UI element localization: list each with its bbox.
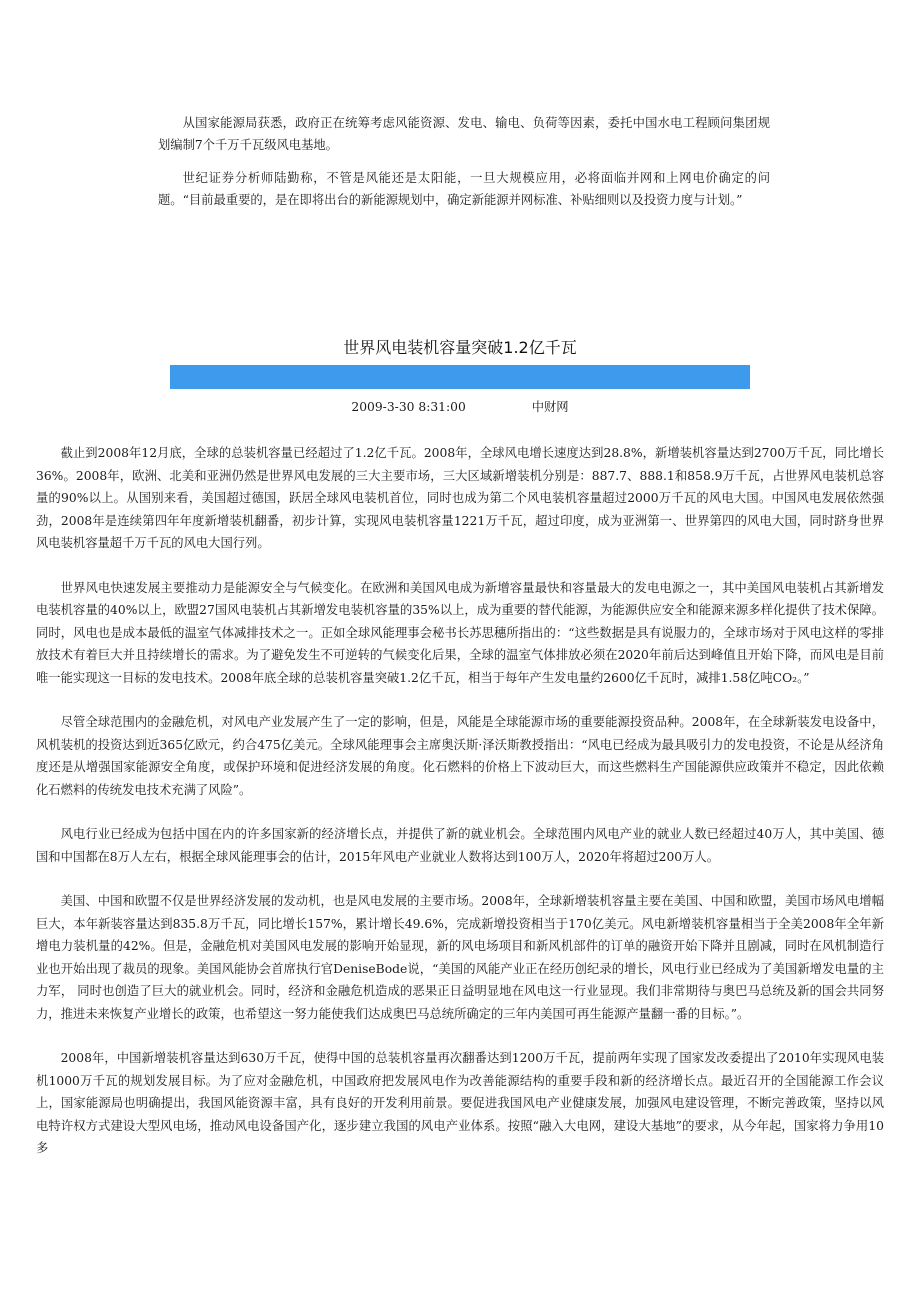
article-paragraph: 截止到2008年12月底，全球的总装机容量已经超过了1.2亿千瓦。2008年，全球风电增长速度达到28.8%，新增装机容量达到2700万千瓦，同比增长36%。2008年，欧洲、北美和亚洲仍然是世界风电发展的三大主要市场，三大区域新增装机分别是：887.7、888.1和858.9万千瓦，占世界风电装机总容量的90%以上。从国别来看，美国超过德国，跃居全球风电装机首位，同时也成为第二个风电装机容量超过2000万千瓦的风电大国。中国风电发展依然强劲，2008年是连续第四年年度新增装机翻番，初步计算，实现风电装机容量1221万千瓦，超过印度，成为亚洲第一、世界第四的风电大国，同时跻身世界风电装机容量超千万千瓦的风电大国行列。	[36, 446, 884, 550]
article-paragraph: 世界风电快速发展主要推动力是能源安全与气候变化。在欧洲和美国风电成为新增容量最快和容量最大的发电电源之一，其中美国风电装机占其新增发电装机容量的40%以上，欧盟27国风电装机占其新增发电装机容量的35%以上，成为重要的替代能源，为能源供应安全和能源来源多样化提供了技术保障。同时，风电也是成本最低的温室气体减排技术之一。正如全球风能理事会秘书长苏思穗所指出的：“这些数据是具有说服力的，全球市场对于风电这样的零排放技术有着巨大并且持续增长的需求。为了避免发生不可逆转的气候变化后果，全球的温室气体排放必须在2020年前后达到峰值且开始下降，而风电是目前唯一能实现这一目标的发电技术。2008年底全球的总装机容量突破1.2亿千瓦，相当于每年产生发电量约2600亿千瓦时，减排1.58亿吨CO₂。”	[36, 580, 884, 685]
article-meta	[170, 397, 750, 417]
article-paragraph: 风电行业已经成为包括中国在内的许多国家新的经济增长点，并提供了新的就业机会。全球范围内风电产业的就业人数已经超过40万人，其中美国、德国和中国都在8万人左右，根据全球风能理事会的估计，2015年风电产业就业人数将达到100万人，2020年将超过200万人。	[36, 827, 884, 864]
top-text-section	[158, 112, 770, 222]
article-source: 中财网	[531, 400, 569, 414]
article-paragraph: 尽管全球范围内的金融危机，对风电产业发展产生了一定的影响，但是，风能是全球能源市场的重要能源投资品种。2008年，在全球新装发电设备中，风机装机的投资达到近365亿欧元，约合475亿美元。全球风能理事会主席奥沃斯·泽沃斯教授指出：“风电已经成为最具吸引力的发电投资，不论是从经济角度还是从增强国家能源安全角度，或保护环境和促进经济发展的角度。化石燃料的价格上下波动巨大，而这些燃料生产国能源供应政策并不稳定，因此依赖化石燃料的传统发电技术充满了风险”。	[36, 715, 884, 797]
article-title: 世界风电装机容量突破1.2亿千瓦	[343, 338, 577, 357]
article-paragraph: 2008年，中国新增装机容量达到630万千瓦，使得中国的总装机容量再次翻番达到1200万千瓦，提前两年实现了国家发改委提出了2010年实现风电装机1000万千瓦的规划发展目标。为了应对金融危机，中国政府把发展风电作为改善能源结构的重要手段和新的经济增长点。最近召开的全国能源工作会议上，国家能源局也明确提出，我国风能资源丰富，具有良好的开发利用前景。要促进我国风电产业健康发展，加强风电建设管理，不断完善政策，坚持以风电特许权方式建设大型风电场，推动风电设备国产化，逐步建立我国的风电产业体系。按照“融入大电网，建设大基地”的要求，从今年起，国家将力争用10多	[36, 1051, 884, 1155]
article-paragraph: 美国、中国和欧盟不仅是世界经济发展的发动机，也是风电发展的主要市场。2008年，全球新增装机容量主要在美国、中国和欧盟，美国市场风电增幅巨大，本年新装容量达到835.8万千瓦，同比增长157%，累计增长49.6%，完成新增投资相当于170亿美元。风电新增装机容量相当于全美2008年全年新增电力装机量的42%。但是，金融危机对美国风电发展的影响开始显现，新的风电场项目和新风机部件的订单的融资开始下降并且剧减，同时在风机制造行业也开始出现了裁员的现象。美国风能协会首席执行官DeniseBode说，“美国的风能产业正在经历创纪录的增长，风电行业已经成为了美国新增发电量的主力军， 同时也创造了巨大的就业机会。同时，经济和金融危机造成的恶果正日益明显地在风电这一行业显现。我们非常期待与奥巴马总统及新的国会共同努力，推进未来恢复产业增长的政策，也希望这一努力能使我们达成奥巴马总统所确定的三年内美国可再生能源产量翻一番的目标。”。	[36, 894, 884, 1021]
top-paragraph: 世纪证券分析师陆勤称，不管是风能还是太阳能，一旦大规模应用，必将面临并网和上网电价确定的问题。“目前最重要的，是在即将出台的新能源规划中，确定新能源并网标准、补贴细则以及投资力度与计划。”	[158, 171, 770, 207]
top-paragraph: 从国家能源局获悉，政府正在统筹考虑风能资源、发电、输电、负荷等因素，委托中国水电工程顾问集团规划编制7个千万千瓦级风电基地。	[158, 116, 770, 152]
article-body	[36, 442, 884, 1182]
title-divider-bar	[170, 365, 750, 389]
article-date: 2009-3-30 8:31:00	[351, 400, 466, 414]
